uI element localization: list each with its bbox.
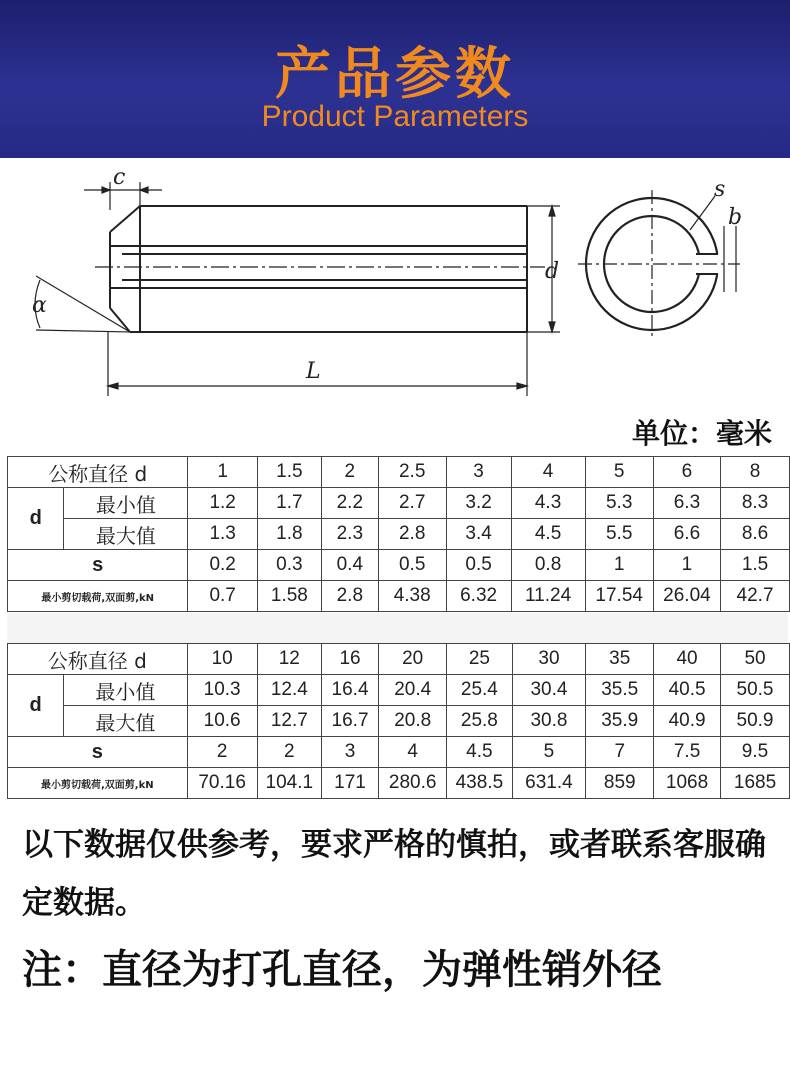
row-d-max <box>8 706 790 737</box>
cell: 3 <box>446 457 511 488</box>
cell: 1.7 <box>257 488 321 519</box>
cell: 40.5 <box>654 675 721 706</box>
cell: 0.8 <box>511 550 585 581</box>
header-shear: 最小剪切载荷,双面剪,kN <box>8 581 188 612</box>
row-s <box>8 737 790 768</box>
cell: 6.3 <box>653 488 720 519</box>
cell: 10.3 <box>187 675 257 706</box>
cell: 25.4 <box>447 675 512 706</box>
cell: 16.7 <box>321 706 378 737</box>
cell: 5 <box>512 737 586 768</box>
cell: 30.4 <box>512 675 586 706</box>
cell: 12.7 <box>257 706 321 737</box>
cell: 20 <box>379 644 447 675</box>
cell: 10 <box>187 644 257 675</box>
cell: 8 <box>721 457 790 488</box>
cell: 25 <box>447 644 512 675</box>
cell: 1068 <box>654 768 721 799</box>
row-shear <box>8 768 790 799</box>
cell: 16.4 <box>321 675 378 706</box>
cell: 0.5 <box>446 550 511 581</box>
cell: 10.6 <box>187 706 257 737</box>
cell: 6.32 <box>446 581 511 612</box>
cell: 2.7 <box>378 488 446 519</box>
cell: 9.5 <box>721 737 790 768</box>
row-shear <box>8 581 790 612</box>
cell: 30.8 <box>512 706 586 737</box>
cell: 5.3 <box>585 488 653 519</box>
cell: 12.4 <box>257 675 321 706</box>
cell: 40.9 <box>654 706 721 737</box>
label-L: L <box>306 359 321 384</box>
cell: 1 <box>585 550 653 581</box>
cell: 35.9 <box>586 706 654 737</box>
title-english: Product Parameters <box>261 100 529 133</box>
cell: 859 <box>586 768 654 799</box>
row-d-max <box>8 519 790 550</box>
row-d-min <box>8 488 790 519</box>
cell: 3.2 <box>446 488 511 519</box>
cell: 4.38 <box>378 581 446 612</box>
cell: 280.6 <box>379 768 447 799</box>
header-min: 最小值 <box>64 675 188 706</box>
header-d: d <box>8 488 64 550</box>
header-max: 最大值 <box>64 706 188 737</box>
cell: 5.5 <box>585 519 653 550</box>
reference-note: 以下数据仅供参考，要求严格的慎拍，或者联系客服确定数据。 <box>22 827 766 921</box>
cell: 1.8 <box>257 519 321 550</box>
label-d: d <box>545 259 560 284</box>
cell: 104.1 <box>257 768 321 799</box>
cell: 2.3 <box>321 519 378 550</box>
cell: 42.7 <box>721 581 790 612</box>
cell: 0.2 <box>188 550 257 581</box>
cell: 1.2 <box>188 488 257 519</box>
diameter-note: 注：直径为打孔直径，为弹性销外径 <box>22 947 662 993</box>
table-gap <box>7 613 788 643</box>
cell: 2.8 <box>321 581 378 612</box>
cell: 12 <box>257 644 321 675</box>
title-chinese: 产品参数 <box>275 42 515 107</box>
cell: 17.54 <box>585 581 653 612</box>
cell: 25.8 <box>447 706 512 737</box>
cell: 8.6 <box>721 519 790 550</box>
cell: 70.16 <box>187 768 257 799</box>
cell: 438.5 <box>447 768 512 799</box>
spring-pin-drawing <box>0 160 790 410</box>
cell: 2 <box>321 457 378 488</box>
cell: 6 <box>653 457 720 488</box>
cell: 16 <box>321 644 378 675</box>
cell: 1.58 <box>257 581 321 612</box>
cell: 11.24 <box>511 581 585 612</box>
label-c: c <box>113 165 126 190</box>
cell: 2.5 <box>378 457 446 488</box>
cell: 35.5 <box>586 675 654 706</box>
cell: 20.4 <box>379 675 447 706</box>
cell: 2.8 <box>378 519 446 550</box>
cell: 0.4 <box>321 550 378 581</box>
parameter-table-1 <box>7 456 790 612</box>
cell: 2.2 <box>321 488 378 519</box>
header-s: s <box>8 737 188 768</box>
row-nominal <box>8 644 790 675</box>
row-d-min <box>8 675 790 706</box>
parameter-table-2 <box>7 643 790 799</box>
cell: 4.5 <box>511 519 585 550</box>
cell: 5 <box>585 457 653 488</box>
cell: 26.04 <box>653 581 720 612</box>
cell: 3.4 <box>446 519 511 550</box>
header-shear: 最小剪切载荷,双面剪,kN <box>8 768 188 799</box>
row-s <box>8 550 790 581</box>
label-alpha: α <box>32 293 47 318</box>
row-nominal <box>8 457 790 488</box>
header-d: d <box>8 675 64 737</box>
cell: 50.9 <box>721 706 790 737</box>
cell: 2 <box>257 737 321 768</box>
cell: 0.3 <box>257 550 321 581</box>
cell: 50 <box>721 644 790 675</box>
cell: 35 <box>586 644 654 675</box>
cell: 4 <box>511 457 585 488</box>
label-b: b <box>728 205 743 230</box>
cell: 1.5 <box>257 457 321 488</box>
header-nominal: 公称直径 d <box>8 457 188 488</box>
cell: 171 <box>321 768 378 799</box>
cell: 4 <box>379 737 447 768</box>
cell: 6.6 <box>653 519 720 550</box>
cell: 8.3 <box>721 488 790 519</box>
header-nominal: 公称直径 d <box>8 644 188 675</box>
cell: 1 <box>188 457 257 488</box>
cell: 1 <box>653 550 720 581</box>
unit-label: 单位：毫米 <box>631 417 772 450</box>
cell: 4.5 <box>447 737 512 768</box>
header-s: s <box>8 550 188 581</box>
cell: 0.7 <box>188 581 257 612</box>
cell: 30 <box>512 644 586 675</box>
cell: 20.8 <box>379 706 447 737</box>
cell: 4.3 <box>511 488 585 519</box>
cell: 0.5 <box>378 550 446 581</box>
cell: 50.5 <box>721 675 790 706</box>
header-max: 最大值 <box>64 519 188 550</box>
cell: 3 <box>321 737 378 768</box>
header-min: 最小值 <box>64 488 188 519</box>
cell: 1.3 <box>188 519 257 550</box>
cell: 40 <box>654 644 721 675</box>
cell: 631.4 <box>512 768 586 799</box>
label-s: s <box>714 177 726 202</box>
cell: 2 <box>187 737 257 768</box>
cell: 1.5 <box>721 550 790 581</box>
cell: 1685 <box>721 768 790 799</box>
header-banner <box>0 0 790 158</box>
cell: 7.5 <box>654 737 721 768</box>
cell: 7 <box>586 737 654 768</box>
